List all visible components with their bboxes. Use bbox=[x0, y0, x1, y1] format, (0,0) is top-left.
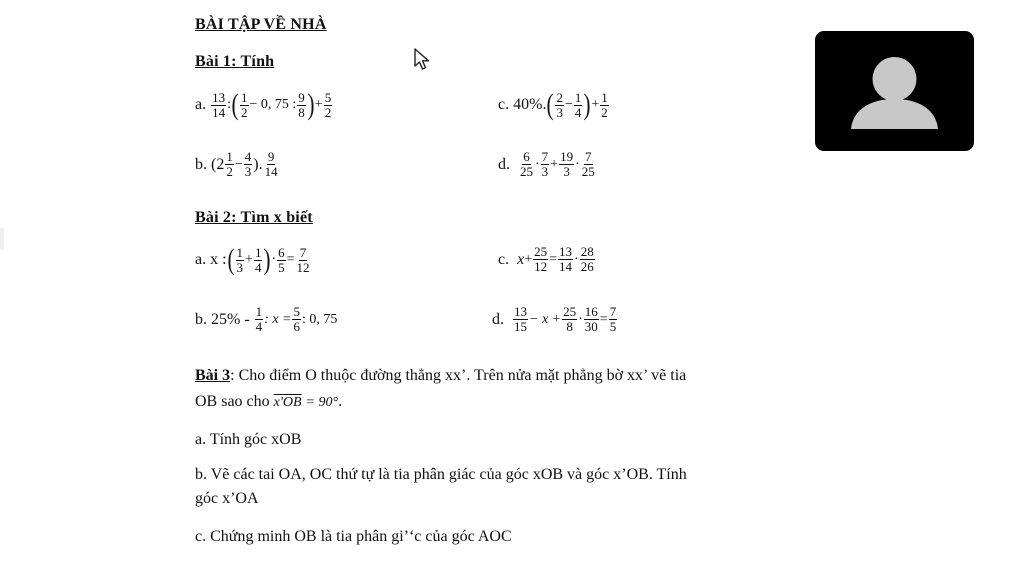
bai3-condition-line: OB sao cho x'OB = 90°. bbox=[195, 393, 343, 410]
fraction: $\frac{9}{14}$ bbox=[264, 149, 278, 179]
fraction: $\frac{2}{3}$ bbox=[556, 89, 563, 120]
bai1-d-expression: d. $\frac{6}{25}$ · $\frac{7}{3}$ + $\frac{19}{3}$ · $\frac{7}{25}$ bbox=[498, 149, 595, 179]
mouse-pointer-icon bbox=[413, 47, 431, 76]
fraction: $\frac{1}{3}$ bbox=[236, 244, 244, 275]
bai1-c-expression: c. 40%. ( $\frac{2}{3}$ − $\frac{1}{4}$ ) + $\frac{1}{2}$ bbox=[498, 88, 608, 121]
bai2-d-expression: d. $\frac{13}{15}$ − x + $\frac{25}{8}$ · $\frac{16}{30}$ = $\frac{7}{5}$ bbox=[492, 304, 617, 334]
fraction: $\frac{28}{26}$ bbox=[580, 244, 594, 274]
bai1-a-label: a. bbox=[195, 96, 207, 113]
fraction: $\frac{25}{12}$ bbox=[534, 244, 548, 274]
bai2-b-expression: b. 25% - $\frac{1}{4}$ : x = $\frac{5}{6}$ : 0, 75 bbox=[195, 304, 338, 334]
fraction: $\frac{16}{30}$ bbox=[584, 304, 598, 334]
fraction: $\frac{13}{15}$ bbox=[514, 304, 527, 334]
fraction: $\frac{7}{25}$ bbox=[581, 149, 595, 179]
bai3-item-b-line1: b. Vẽ các tai OA, OC thứ tự là tia phân giác của góc xOB và góc x’OB. Tính bbox=[195, 466, 687, 483]
fraction: $\frac{5}{6}$ bbox=[293, 304, 300, 334]
fraction: $\frac{13}{14}$ bbox=[559, 244, 573, 274]
fraction: $\frac{6}{25}$ bbox=[520, 149, 533, 179]
user-avatar-icon bbox=[815, 31, 974, 151]
section-bai3-heading: Bài 3 bbox=[195, 367, 231, 384]
fraction: $\frac{1}{2}$ bbox=[601, 89, 608, 120]
fraction: $\frac{13}{14}$ bbox=[212, 89, 226, 120]
fraction: $\frac{9}{8}$ bbox=[298, 89, 305, 120]
fraction: $\frac{6}{5}$ bbox=[278, 244, 285, 275]
left-edge-handle bbox=[0, 228, 4, 250]
bai2-c-expression: c. x + $\frac{25}{12}$ = $\frac{13}{14}$ · $\frac{28}{26}$ bbox=[498, 244, 594, 274]
angle-notation: x'OB bbox=[273, 395, 302, 410]
fraction: $\frac{1}{4}$ bbox=[254, 244, 262, 275]
fraction: $\frac{1}{2}$ bbox=[226, 149, 233, 179]
section-bai2-heading: Bài 2: Tìm x biết bbox=[195, 209, 313, 226]
fraction: $\frac{7}{5}$ bbox=[609, 304, 617, 334]
section-bai1-heading: Bài 1: Tính bbox=[195, 53, 275, 70]
doc-title: BÀI TẬP VỀ NHÀ bbox=[195, 16, 327, 33]
bai3-item-a: a. Tính góc xOB bbox=[195, 431, 302, 448]
fraction: $\frac{19}{3}$ bbox=[560, 149, 574, 179]
fraction: $\frac{4}{3}$ bbox=[244, 149, 252, 179]
fraction: $\frac{1}{4}$ bbox=[255, 304, 263, 334]
bai2-a-expression: a. x : ( $\frac{1}{3}$ + $\frac{1}{4}$ ) · $\frac{6}{5}$ = $\frac{7}{12}$ bbox=[195, 243, 310, 276]
fraction: $\frac{1}{2}$ bbox=[241, 89, 248, 120]
bai1-a-expression: a. $\frac{13}{14}$ : ( $\frac{1}{2}$ − 0, 75 : $\frac{9}{8}$ ) + $\frac{5}{2}$ bbox=[195, 88, 332, 121]
fraction: $\frac{7}{12}$ bbox=[296, 244, 310, 275]
fraction: $\frac{7}{3}$ bbox=[541, 149, 549, 179]
fraction: $\frac{1}{4}$ bbox=[574, 89, 582, 120]
bai3-intro-text: : Cho điểm O thuộc đường thẳng xx’. Trên nửa mặt phẳng bờ xx’ vẽ tia bbox=[230, 367, 687, 384]
fraction: $\frac{25}{8}$ bbox=[563, 304, 577, 334]
bai1-b-expression: b. (2 $\frac{1}{2}$ − $\frac{4}{3}$ ). $\frac{9}{14}$ bbox=[195, 149, 278, 179]
fraction: $\frac{5}{2}$ bbox=[324, 89, 332, 120]
bai3-intro-line bbox=[195, 366, 686, 386]
bai3-item-c: c. Chứng minh OB là tia phân gi’‘c của góc AOC bbox=[195, 528, 512, 545]
participant-video-tile[interactable] bbox=[815, 31, 974, 151]
bai3-item-b-line2: góc x’OA bbox=[195, 490, 259, 507]
